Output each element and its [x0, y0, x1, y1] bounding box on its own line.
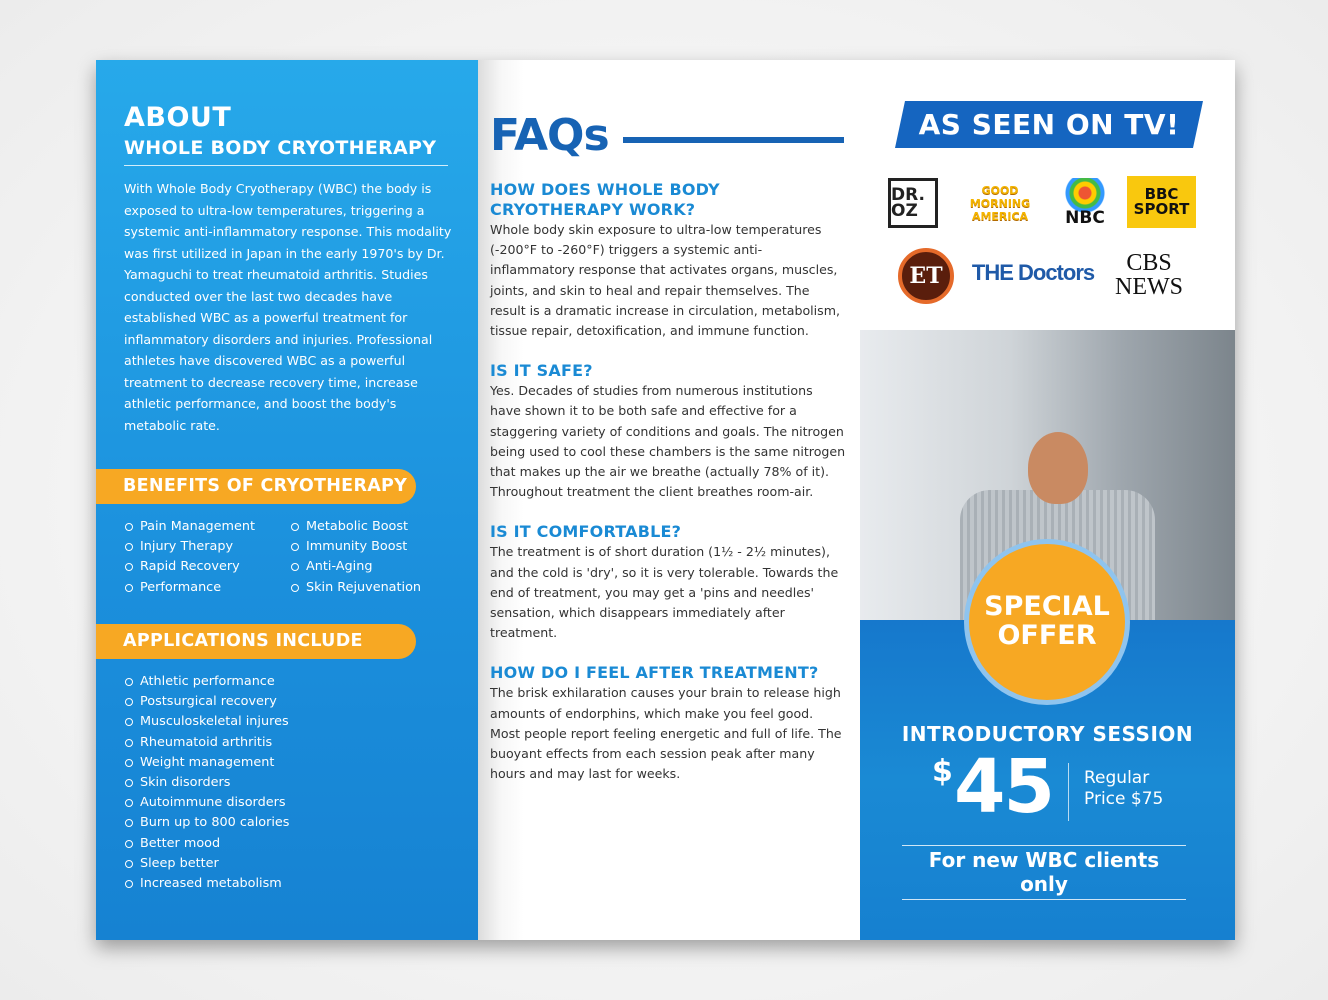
list-item: Metabolic Boost: [290, 517, 421, 537]
faq-title: FAQs: [490, 110, 609, 161]
list-item: Athletic performance: [124, 672, 289, 692]
dr-oz-logo: DR. OZ: [888, 178, 938, 228]
list-item: Injury Therapy: [124, 537, 255, 557]
offer-price: 45: [954, 744, 1053, 830]
list-item: Performance: [124, 578, 255, 598]
faq-question: HOW DOES WHOLE BODY CRYOTHERAPY WORK?: [490, 180, 720, 219]
nbc-logo: NBC: [1060, 178, 1110, 228]
et-logo: ET: [898, 248, 954, 304]
offer-panel: [860, 60, 1235, 940]
applications-heading: APPLICATIONS INCLUDE: [96, 624, 416, 659]
list-item: Skin disorders: [124, 773, 289, 793]
cbs-news-logo: CBS NEWS: [1115, 250, 1183, 300]
faq-question: IS IT SAFE?: [490, 361, 593, 381]
regular-amount: Price $75: [1084, 789, 1164, 809]
list-item: Better mood: [124, 834, 289, 854]
applications-list: [124, 672, 289, 894]
faq-question: IS IT COMFORTABLE?: [490, 522, 682, 542]
regular-price: [1084, 768, 1163, 810]
person-image: [1028, 432, 1088, 504]
badge-line-1: SPECIAL: [984, 591, 1110, 622]
list-item: Postsurgical recovery: [124, 692, 289, 712]
price-divider: [1068, 763, 1069, 821]
list-item: Sleep better: [124, 854, 289, 874]
list-item: Rheumatoid arthritis: [124, 733, 289, 753]
faq-answer: The treatment is of short duration (1½ - 2½ minutes), and the cold is 'dry', so it is very tolerable. Towards the end of treatment, you may get a 'pins and needles' sensation, which disappears immediately after treatment.: [490, 544, 839, 641]
brochure: [96, 60, 1235, 940]
the-doctors-logo: THE Doctors: [971, 260, 1095, 285]
session-title: INTRODUCTORY SESSION: [901, 722, 1194, 746]
list-item: Burn up to 800 calories: [124, 813, 289, 833]
badge-line-2: OFFER: [997, 620, 1097, 651]
faq-panel: [478, 60, 860, 940]
list-item: Immunity Boost: [290, 537, 421, 557]
faq-answer: Yes. Decades of studies from numerous institutions have shown it to be both safe and effective for a staggering variety of conditions and goals. The nitrogen being used to cool these chambers is the same nitrogen that makes up the air we breathe (actually 78% of it). Throughout treatment the client breathes room-air.: [490, 383, 846, 500]
faq-title-rule: [623, 137, 844, 143]
about-panel: [96, 60, 478, 940]
list-item: Skin Rejuvenation: [290, 578, 421, 598]
offer-note: For new WBC clients only: [902, 845, 1186, 900]
list-item: Pain Management: [124, 517, 255, 537]
list-item: Increased metabolism: [124, 874, 289, 894]
currency-symbol: $: [932, 754, 953, 789]
list-item: Musculoskeletal injures: [124, 712, 289, 732]
about-text: With Whole Body Cryotherapy (WBC) the body is exposed to ultra-low temperatures, triggering a systemic anti-inflammatory response. This modality was first utilized in Japan in the early 1970's by Dr. Yamaguchi to treat rheumatoid arthritis. Studies conducted over the last two decades have established WBC as a powerful treatment for inflammatory disorders and injuries. Professional athletes have discovered WBC as a powerful treatment to decrease recovery time, increase athletic performance, and boost the body's metabolic rate.: [124, 181, 452, 433]
special-offer-badge: [964, 539, 1130, 705]
list-item: Rapid Recovery: [124, 557, 255, 577]
benefits-heading: BENEFITS OF CRYOTHERAPY: [96, 469, 416, 504]
faq-answer: Whole body skin exposure to ultra-low temperatures (-200°F to -260°F) triggers a systemic anti-inflammatory response that activates organs, muscles, joints, and skin to heal and repair themselves. The result is a dramatic increase in circulation, metabolism, tissue repair, detoxification, and immune function.: [490, 222, 840, 339]
list-item: Autoimmune disorders: [124, 793, 289, 813]
benefits-list-1: [124, 517, 255, 598]
faq-list: [490, 180, 846, 804]
gma-logo: GOOD MORNING AMERICA: [969, 183, 1031, 223]
faq-question: HOW DO I FEEL AFTER TREATMENT?: [490, 663, 819, 683]
list-item: Weight management: [124, 753, 289, 773]
list-item: Anti-Aging: [290, 557, 421, 577]
regular-label: Regular: [1084, 768, 1150, 788]
about-subtitle: WHOLE BODY CRYOTHERAPY: [124, 137, 448, 166]
faq-answer: The brisk exhilaration causes your brain to release high amounts of endorphins, which make you feel good. Most people report feeling energetic and full of life. The buoyant effects from each session peak after many hours and may last for weeks.: [490, 685, 842, 782]
about-title: ABOUT: [124, 102, 232, 133]
tv-banner-title: AS SEEN ON TV!: [918, 108, 1180, 141]
benefits-list-2: [290, 517, 421, 598]
bbc-sport-logo: BBC SPORT: [1127, 176, 1196, 228]
